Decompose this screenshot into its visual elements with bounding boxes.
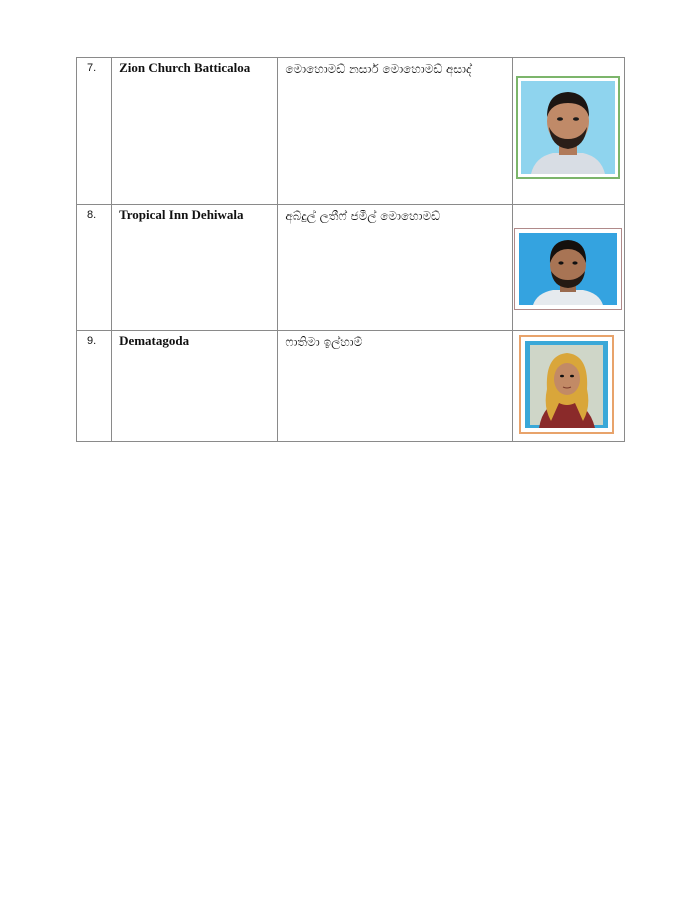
suspect-photo [516,76,620,179]
attack-location: Zion Church Batticaloa [119,60,251,75]
suspect-photo [519,335,614,434]
suspect-name: ෆාතිමා ඉල්හාම් [285,335,363,349]
suspect-name: අබ්දුල් ලතීෆ් ජමීල් මොහොමඩ් [285,209,441,223]
location-cell [112,58,278,205]
suspect-photo [514,228,622,310]
table-row [77,205,625,331]
portrait-man-bearded-icon [519,233,617,305]
suspect-name-cell [278,205,512,331]
attack-location: Dematagoda [119,333,190,348]
table-row [77,58,625,205]
attack-location: Tropical Inn Dehiwala [119,207,244,222]
portrait-man-bearded-icon [521,81,615,174]
photo-cell [512,205,624,331]
suspect-name-cell [278,58,512,205]
row-number: 7. [87,62,97,74]
row-number-cell [77,205,112,331]
suspect-name: මොහොමඩ් නසාර් මොහොමඩ් අසාද් [285,62,472,76]
table-row [77,331,625,442]
portrait-woman-headscarf-icon [525,341,608,428]
photo-cell [512,331,624,442]
location-cell [112,205,278,331]
photo-cell [512,58,624,205]
suspect-name-cell [278,331,512,442]
row-number: 8. [87,209,97,221]
location-cell [112,331,278,442]
row-number: 9. [87,335,97,347]
row-number-cell [77,331,112,442]
row-number-cell [77,58,112,205]
suspects-table [76,57,625,442]
